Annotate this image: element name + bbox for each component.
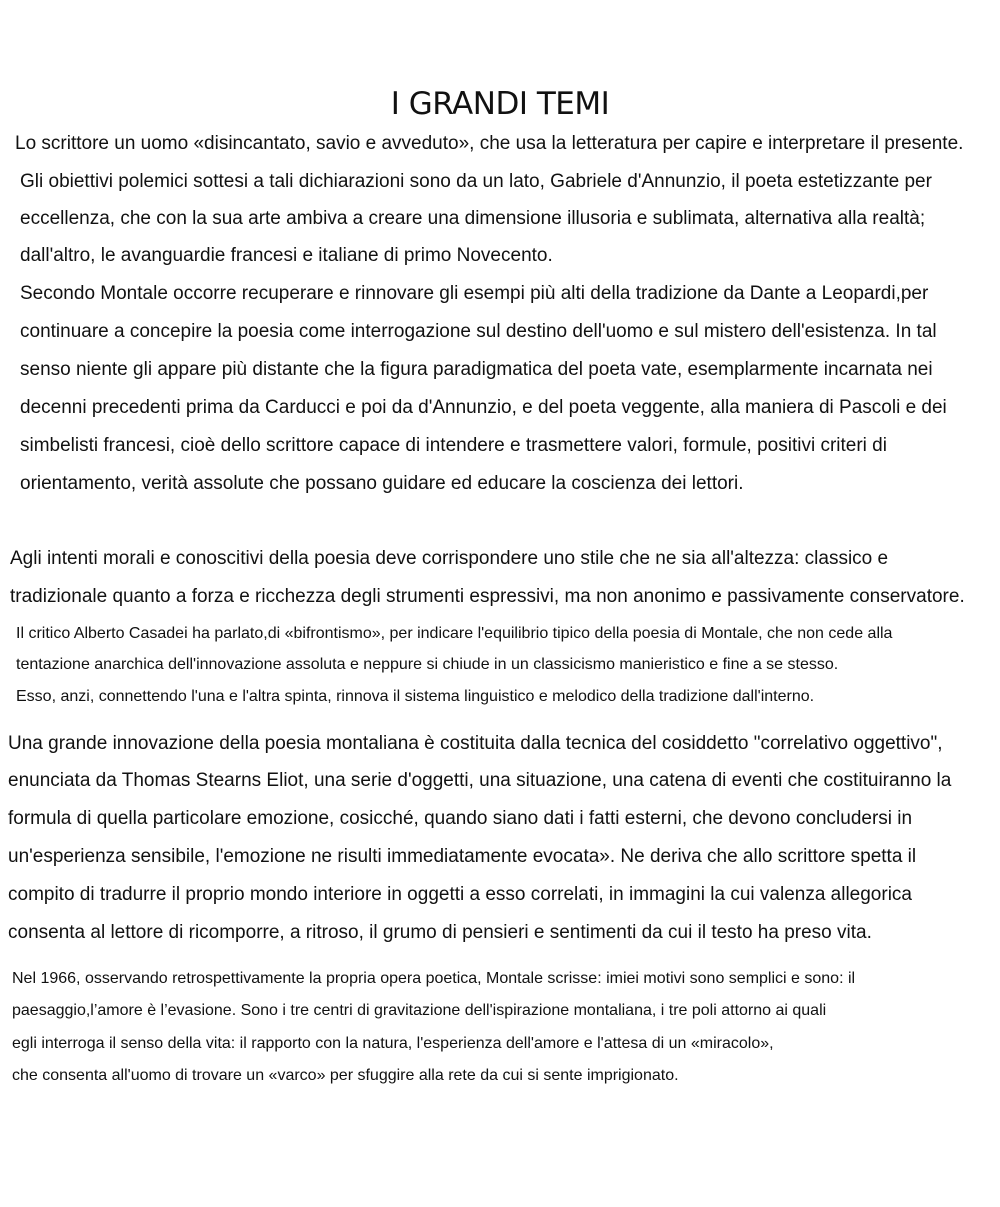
text-line: Lo scrittore un uomo «disincantato, savio e avveduto», che usa la letteratura per capire e interpretare il presente. [15, 133, 964, 154]
text-line: Secondo Montale occorre recuperare e rinnovare gli esempi più alti della tradizione da Dante a Leopardi,per [20, 283, 929, 304]
text-line: continuare a concepire la poesia come interrogazione sul destino dell'uomo e sul mistero dell'esistenza. In tal [20, 321, 937, 342]
text-line: tentazione anarchica dell'innovazione assoluta e neppure si chiude in un classicismo manieristico e fine a se stesso. [16, 656, 839, 673]
text-line: consenta al lettore di ricomporre, a ritroso, il grumo di pensieri e sentimenti da cui il testo ha preso vita. [8, 922, 872, 943]
text-line: decenni precedenti prima da Carducci e poi da d'Annunzio, e del poeta veggente, alla maniera di Pascoli e dei [20, 397, 947, 418]
text-line: Agli intenti morali e conoscitivi della poesia deve corrispondere uno stile che ne sia all'altezza: classico e [10, 548, 889, 569]
text-line: formula di quella particolare emozione, cosicché, quando siano dati i fatti esterni, che devono concludersi in [8, 808, 913, 829]
text-line: Esso, anzi, connettendo l'una e l'altra spinta, rinnova il sistema linguistico e melodico della tradizione dall'interno. [16, 688, 815, 705]
text-line: un'esperienza sensibile, l'emozione ne risulti immediatamente evocata». Ne deriva che allo scrittore spetta il [8, 846, 917, 867]
text-line: simbelisti francesi, cioè dello scrittore capace di intendere e trasmettere valori, formule, positivi criteri di [20, 435, 887, 456]
text-line: eccellenza, che con la sua arte ambiva a creare una dimensione illusoria e sublimata, alternativa alla realtà; [20, 208, 926, 229]
text-line: tradizionale quanto a forza e ricchezza degli strumenti espressivi, ma non anonimo e passivamente conservatore. [10, 586, 965, 607]
text-line: dall'altro, le avanguardie francesi e italiane di primo Novecento. [20, 245, 553, 266]
text-line: Gli obiettivi polemici sottesi a tali dichiarazioni sono da un lato, Gabriele d'Annunzio, il poeta estetizzante per [20, 171, 932, 192]
text-line: Una grande innovazione della poesia montaliana è costituita dalla tecnica del cosiddetto "correlativo oggettivo", [8, 733, 943, 754]
text-line: che consenta all'uomo di trovare un «varco» per sfuggire alla rete da cui si sente imprigionato. [12, 1067, 679, 1084]
text-line: enunciata da Thomas Stearns Eliot, una serie d'oggetti, una situazione, una catena di eventi che costituiranno la [8, 770, 952, 791]
text-line: senso niente gli appare più distante che la figura paradigmatica del poeta vate, esemplarmente incarnata nei [20, 359, 933, 380]
text-line: egli interroga il senso della vita: il rapporto con la natura, l'esperienza dell'amore e l'attesa di un «miracolo», [12, 1035, 774, 1052]
page-title: I GRANDI TEMI [390, 86, 610, 122]
text-line: Il critico Alberto Casadei ha parlato,di «bifrontismo», per indicare l'equilibrio tipico della poesia di Montale, che non cede alla [16, 625, 893, 642]
text-line: compito di tradurre il proprio mondo interiore in oggetti a esso correlati, in immagini la cui valenza allegorica [8, 884, 912, 905]
text-line: Nel 1966, osservando retrospettivamente la propria opera poetica, Montale scrisse: imiei motivi sono semplici e sono: il [12, 970, 856, 987]
text-line: paesaggio,l’amore è l’evasione. Sono i tre centri di gravitazione dell'ispirazione montaliana, i tre poli attorno ai quali [12, 1002, 827, 1019]
text-line: orientamento, verità assolute che possano guidare ed educare la coscienza dei lettori. [20, 473, 744, 494]
